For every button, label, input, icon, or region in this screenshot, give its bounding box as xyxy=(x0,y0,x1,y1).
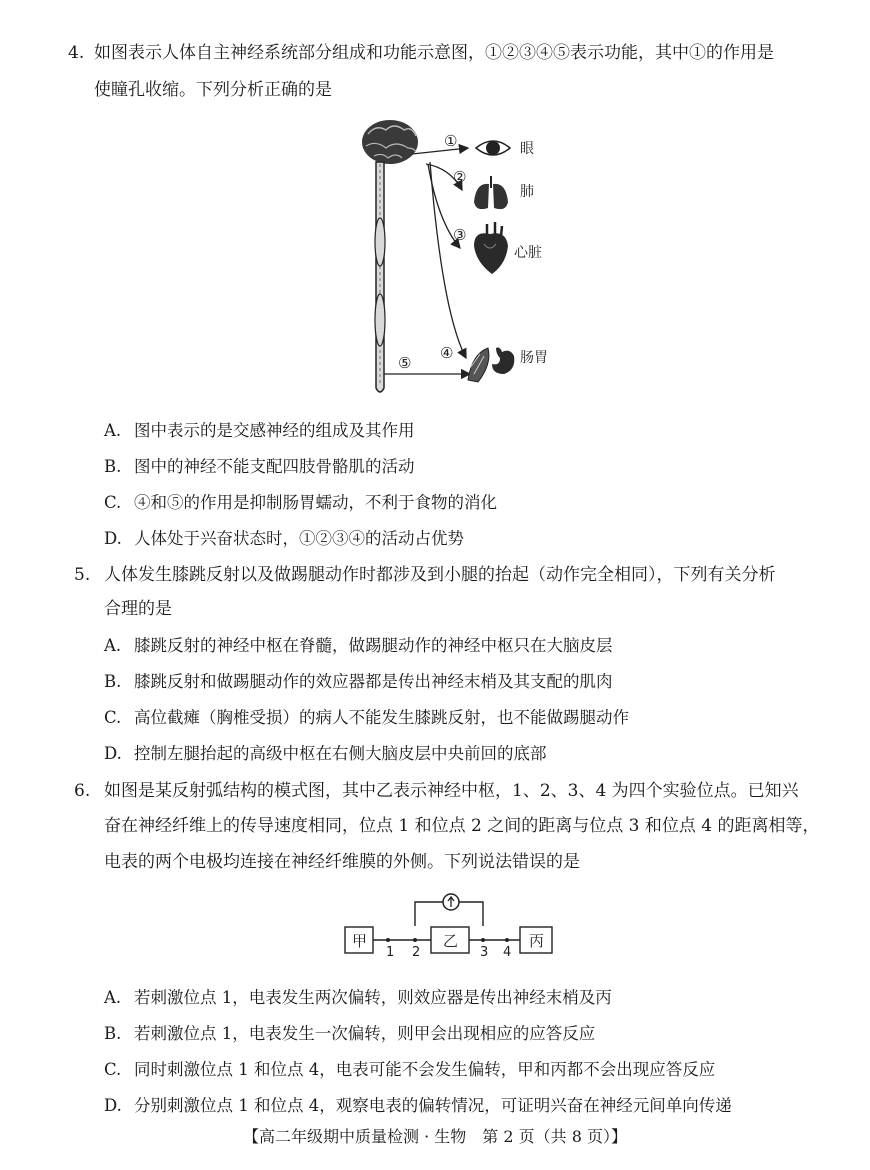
point-3-dot xyxy=(481,938,485,942)
option-label: B. xyxy=(104,672,122,691)
q6-option-a xyxy=(104,987,612,1009)
page-footer: 【高二年级期中质量检测 · 生物 第 2 页（共 8 页）】 xyxy=(243,1127,627,1146)
q6-option-c xyxy=(104,1059,715,1081)
organ-heart-label: 心脏 xyxy=(514,245,542,261)
autonomic-nervous-system-figure xyxy=(350,112,570,402)
q4-option-c xyxy=(104,492,497,514)
question-5-stem-line-2: 合理的是 xyxy=(104,599,172,619)
option-text: 膝跳反射和做踢腿动作的效应器都是传出神经末梢及其支配的肌肉 xyxy=(134,672,613,691)
option-label: D. xyxy=(104,529,122,548)
q5-option-b xyxy=(104,671,613,693)
option-label: B. xyxy=(104,1024,122,1043)
label-2: ② xyxy=(453,168,467,186)
option-text: 图中表示的是交感神经的组成及其作用 xyxy=(134,421,415,440)
option-label: A. xyxy=(104,636,122,655)
option-label: A. xyxy=(104,421,122,440)
option-text: 分别刺激位点 1 和位点 4，观察电表的偏转情况，可证明兴奋在神经元间单向传递 xyxy=(134,1096,732,1115)
option-label: C. xyxy=(104,1060,122,1079)
option-text: 若刺激位点 1，电表发生两次偏转，则效应器是传出神经末梢及丙 xyxy=(134,988,612,1007)
eye-icon xyxy=(476,141,510,155)
option-label: D. xyxy=(104,1096,122,1115)
q5-option-a xyxy=(104,635,613,657)
label-4: ④ xyxy=(440,344,454,362)
point-4-dot xyxy=(505,938,509,942)
point-2-dot xyxy=(413,938,417,942)
point-4-label: 4 xyxy=(503,945,512,960)
option-label: B. xyxy=(104,457,122,476)
option-text: 高位截瘫（胸椎受损）的病人不能发生膝跳反射，也不能做踢腿动作 xyxy=(134,708,629,727)
point-1-dot xyxy=(386,938,390,942)
spinal-cord xyxy=(375,162,385,392)
brain-icon xyxy=(362,120,418,164)
organ-stomach-label: 肠胃 xyxy=(520,350,548,366)
question-6-stem-line-3: 电表的两个电极均连接在神经纤维膜的外侧。下列说法错误的是 xyxy=(104,852,580,872)
option-label: A. xyxy=(104,988,122,1007)
option-label: D. xyxy=(104,744,122,763)
option-text: 若刺激位点 1，电表发生一次偏转，则甲会出现相应的应答反应 xyxy=(134,1024,596,1043)
option-label: C. xyxy=(104,493,122,512)
option-text: 图中的神经不能支配四肢骨骼肌的活动 xyxy=(134,457,415,476)
point-2-label: 2 xyxy=(412,945,421,960)
stomach-icon xyxy=(492,348,514,375)
box-jia-label: 甲 xyxy=(352,932,368,950)
intestine-icon xyxy=(468,348,489,382)
q5-option-c xyxy=(104,707,629,729)
question-4-number: 4. xyxy=(68,43,85,63)
heart-icon xyxy=(474,222,508,274)
box-yi-label: 乙 xyxy=(443,932,459,950)
organ-eye-label: 眼 xyxy=(520,141,534,157)
box-bing-label: 丙 xyxy=(529,932,545,950)
point-3-label: 3 xyxy=(480,945,489,960)
q6-option-b xyxy=(104,1023,595,1045)
label-1: ① xyxy=(444,132,458,150)
reflex-arc-figure xyxy=(335,890,565,960)
question-6-stem-line-1: 如图是某反射弧结构的模式图，其中乙表示神经中枢，1、2、3、4 为四个实验位点。已知兴 xyxy=(104,781,799,801)
q4-option-d xyxy=(104,528,464,550)
option-text: 膝跳反射的神经中枢在脊髓，做踢腿动作的神经中枢只在大脑皮层 xyxy=(134,636,613,655)
q4-option-b xyxy=(104,456,415,478)
option-text: ④和⑤的作用是抑制肠胃蠕动，不利于食物的消化 xyxy=(134,493,497,512)
option-text: 人体处于兴奋状态时，①②③④的活动占优势 xyxy=(134,529,464,548)
q4-option-a xyxy=(104,420,415,442)
label-5: ⑤ xyxy=(398,354,412,372)
galvanometer-icon xyxy=(443,894,459,910)
lung-icon xyxy=(474,176,508,209)
point-1-label: 1 xyxy=(386,945,395,960)
option-text: 控制左腿抬起的高级中枢在右侧大脑皮层中央前回的底部 xyxy=(134,744,547,763)
question-4-stem-line-1: 如图表示人体自主神经系统部分组成和功能示意图，①②③④⑤表示功能，其中①的作用是 xyxy=(94,43,774,63)
question-5-number: 5. xyxy=(74,565,91,585)
q5-option-d xyxy=(104,743,547,765)
question-6-stem-line-2: 奋在神经纤维上的传导速度相同，位点 1 和位点 2 之间的距离与位点 3 和位点 4 的距离相等， xyxy=(104,816,820,836)
organ-lung-label: 肺 xyxy=(520,184,534,200)
question-5-stem-line-1: 人体发生膝跳反射以及做踢腿动作时都涉及到小腿的抬起（动作完全相同），下列有关分析 xyxy=(104,565,776,585)
label-3: ③ xyxy=(453,226,467,244)
question-4-stem-line-2: 使瞳孔收缩。下列分析正确的是 xyxy=(94,80,332,100)
q6-option-d xyxy=(104,1095,732,1117)
option-text: 同时刺激位点 1 和位点 4，电表可能不会发生偏转，甲和丙都不会出现应答反应 xyxy=(134,1060,716,1079)
option-label: C. xyxy=(104,708,122,727)
question-6-number: 6. xyxy=(74,781,91,801)
